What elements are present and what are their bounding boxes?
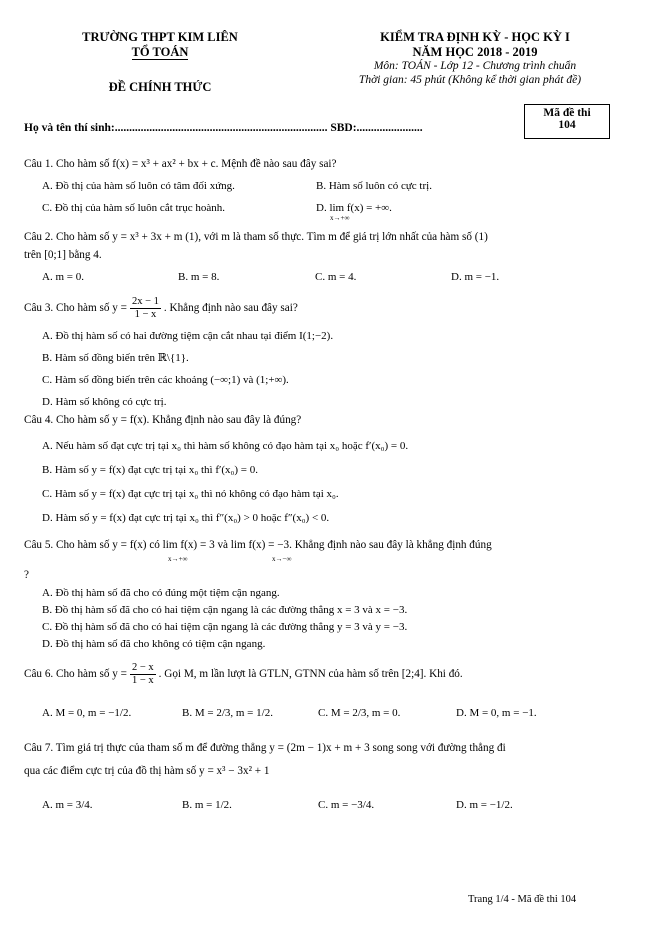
q6-option-a: A. M = 0, m = −1/2. bbox=[42, 707, 132, 719]
question-5-line2: ? bbox=[24, 569, 29, 581]
q3-denominator: 1 − x bbox=[134, 309, 157, 320]
q3-fraction bbox=[130, 296, 161, 321]
time-line: Thời gian: 45 phút (Không kể thời gian phát đề) bbox=[358, 74, 582, 86]
question-1 bbox=[24, 157, 624, 172]
q3-option-a: A. Đồ thị hàm số có hai đường tiệm cận cắt nhau tại điểm I(1;−2). bbox=[42, 330, 334, 342]
department-name: TỔ TOÁN bbox=[131, 45, 189, 59]
q5-option-d: D. Đồ thị hàm số đã cho không có tiệm cận ngang. bbox=[42, 638, 266, 650]
question-7-line2: qua các điểm cực trị của đồ thị hàm số y = x³ − 3x² + 1 bbox=[24, 765, 270, 777]
q4-option-a: A. Nếu hàm số đạt cực trị tại x₀ thì hàm số không có đạo hàm tại x₀ hoặc f′(x₀) = 0. bbox=[42, 440, 409, 452]
q6-fraction bbox=[130, 662, 156, 687]
page-footer: Trang 1/4 - Mã đề thi 104 bbox=[468, 894, 577, 905]
question-5: Câu 5. Cho hàm số y = f(x) có lim f(x) = 3 và lim f(x) = −3. Khẳng định nào sau đây là khẳng định đúng bbox=[24, 539, 492, 551]
q2-option-c: C. m = 4. bbox=[315, 271, 357, 283]
q1-option-b: B. Hàm số luôn có cực trị. bbox=[316, 180, 432, 192]
q6-stem-b: . Gọi M, m lần lượt là GTLN, GTNN của hàm số trên [2;4]. Khi đó. bbox=[158, 668, 463, 680]
q5-lim-subscript-2: x→−∞ bbox=[272, 555, 292, 563]
q5-option-b: B. Đồ thị hàm số đã cho có hai tiệm cận ngang là các đường thẳng x = 3 và x = −3. bbox=[42, 604, 408, 616]
q1-option-d: D. lim f(x) = +∞. bbox=[316, 202, 392, 214]
q7-option-b: B. m = 1/2. bbox=[182, 799, 232, 811]
q6-option-b: B. M = 2/3, m = 1/2. bbox=[182, 707, 273, 719]
q7-option-a: A. m = 3/4. bbox=[42, 799, 93, 811]
exam-code-box bbox=[524, 104, 610, 139]
q6-option-c: C. M = 2/3, m = 0. bbox=[318, 707, 401, 719]
q4-option-c: C. Hàm số y = f(x) đạt cực trị tại x₀ thì nó không có đạo hàm tại x₀. bbox=[42, 488, 339, 500]
question-3 bbox=[24, 296, 624, 321]
question-2-line2: trên [0;1] bằng 4. bbox=[24, 249, 102, 261]
q5-lim-subscript-1: x→+∞ bbox=[168, 555, 188, 563]
exam-code-label: Mã đề thi bbox=[543, 107, 591, 119]
school-year: NĂM HỌC 2018 - 2019 bbox=[412, 45, 538, 59]
q6-numerator: 2 − x bbox=[131, 662, 154, 673]
q7-option-d: D. m = −1/2. bbox=[456, 799, 513, 811]
q1-option-a: A. Đồ thị của hàm số luôn có tâm đối xứng. bbox=[42, 180, 235, 192]
q6-denominator: 1 − x bbox=[131, 675, 154, 686]
q4-option-b: B. Hàm số y = f(x) đạt cực trị tại x₀ thì f′(x₀) = 0. bbox=[42, 464, 259, 476]
school-name: TRƯỜNG THPT KIM LIÊN bbox=[82, 30, 238, 44]
official-label: ĐỀ CHÍNH THỨC bbox=[108, 80, 212, 94]
q6-stem-a: Câu 6. Cho hàm số y = bbox=[24, 668, 127, 680]
question-4: Câu 4. Cho hàm số y = f(x). Khẳng định nào sau đây là đúng? bbox=[24, 414, 302, 426]
q2-option-b: B. m = 8. bbox=[178, 271, 220, 283]
question-6 bbox=[24, 662, 624, 687]
student-info-line: Họ và tên thí sinh:.......................................................................... SBD:....................... bbox=[24, 122, 423, 134]
q7-option-c: C. m = −3/4. bbox=[318, 799, 375, 811]
q3-option-d: D. Hàm số không có cực trị. bbox=[42, 396, 167, 408]
q6-option-d: D. M = 0, m = −1. bbox=[456, 707, 537, 719]
subject-line: Môn: TOÁN - Lớp 12 - Chương trình chuẩn bbox=[373, 60, 577, 72]
question-1-stem: Câu 1. Cho hàm số f(x) = x³ + ax² + bx + c. Mệnh đề nào sau đây sai? bbox=[24, 158, 337, 170]
q4-option-d: D. Hàm số y = f(x) đạt cực trị tại x₀ thì f″(x₀) > 0 hoặc f″(x₀) < 0. bbox=[42, 512, 330, 524]
q5-option-c: C. Đồ thị hàm số đã cho có hai tiệm cận ngang là các đường thẳng y = 3 và y = −3. bbox=[42, 621, 408, 633]
q2-option-a: A. m = 0. bbox=[42, 271, 84, 283]
q3-option-c: C. Hàm số đồng biến trên các khoảng (−∞;1) và (1;+∞). bbox=[42, 374, 289, 386]
q3-stem-b: . Khẳng định nào sau đây sai? bbox=[163, 302, 298, 314]
question-7: Câu 7. Tìm giá trị thực của tham số m để đường thẳng y = (2m − 1)x + m + 3 song song với đường thẳng đi bbox=[24, 742, 506, 754]
q3-numerator: 2x − 1 bbox=[131, 296, 159, 307]
exam-code: 104 bbox=[558, 119, 576, 131]
q3-option-b: B. Hàm số đồng biến trên ℝ\{1}. bbox=[42, 352, 189, 364]
exam-title: KIỂM TRA ĐỊNH KỲ - HỌC KỲ I bbox=[380, 30, 570, 44]
q2-option-d: D. m = −1. bbox=[451, 271, 500, 283]
q3-stem-a: Câu 3. Cho hàm số y = bbox=[24, 302, 127, 314]
q1-lim-subscript: x→+∞ bbox=[330, 214, 350, 222]
q5-option-a: A. Đồ thị hàm số đã cho có đúng một tiệm cận ngang. bbox=[42, 587, 280, 599]
question-2: Câu 2. Cho hàm số y = x³ + 3x + m (1), với m là tham số thực. Tìm m để giá trị lớn nhất của hàm số (1) bbox=[24, 231, 488, 243]
q1-option-c: C. Đồ thị của hàm số luôn cắt trục hoành. bbox=[42, 202, 225, 214]
